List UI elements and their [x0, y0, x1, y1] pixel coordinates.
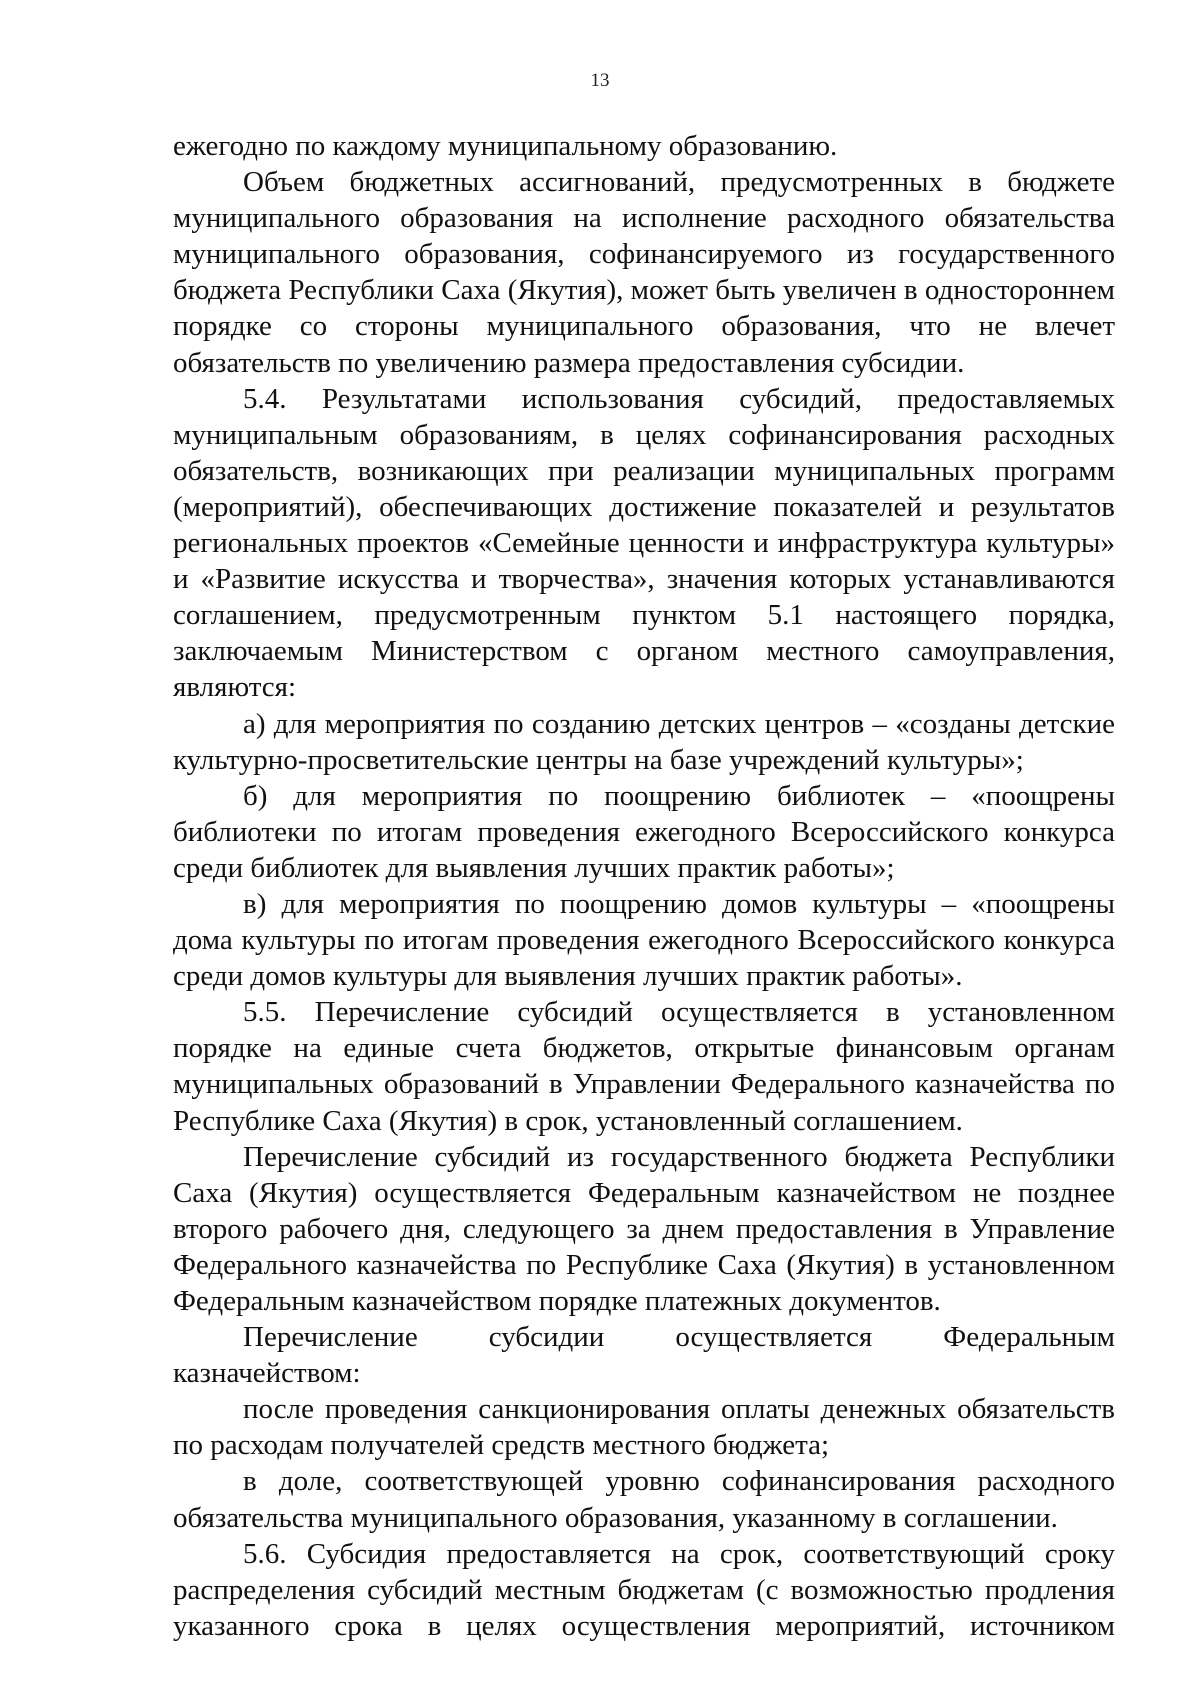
paragraph-5-6-term: 5.6. Субсидия предоставляется на срок, соответствующий сроку распределения субсидий местным бюджетам (с возможностью продления указанного срока в целях осуществления мероприятий, источником: [173, 1537, 1115, 1642]
paragraph-5-4-results: 5.4. Результатами использования субсидий, предоставляемых муниципальным образованиям, в целях софинансирования расходных обязательств, возникающих при реализации муниципальных программ (мероприятий), обеспечивающих достижение показателей и результатов региональных проектов «Семейные ценности и инфраструктура культуры» и «Развитие искусства и творчества», значения которых устанавливаются соглашением, предусмотренным пунктом 5.1 настоящего порядка, заключаемым Министерством с органом местного самоуправления, являются:: [173, 382, 1115, 704]
paragraph-item-v: в) для мероприятия по поощрению домов культуры – «поощрены дома культуры по итогам проведения ежегодного Всероссийского конкурса среди домов культуры для выявления лучших практик работы».: [173, 887, 1115, 993]
paragraph-continuation: ежегодно по каждому муниципальному образованию.: [173, 130, 838, 162]
document-body: [173, 128, 1115, 1644]
paragraph-cofinancing-share: в доле, соответствующей уровню софинансирования расходного обязательства муниципального образования, указанному в соглашении.: [173, 1465, 1115, 1534]
paragraph-sanctioning: после проведения санкционирования оплаты денежных обязательств по расходам получателей средств местного бюджета;: [173, 1393, 1115, 1462]
page-number: 13: [590, 70, 610, 91]
paragraph-item-a: а) для мероприятия по созданию детских центров – «созданы детские культурно-просветительские центры на базе учреждений культуры»;: [173, 707, 1115, 776]
paragraph-treasury-intro: Перечисление субсидии осуществляется Федеральным казначейством:: [173, 1321, 1115, 1390]
paragraph-budget-allocations: Объем бюджетных ассигнований, предусмотренных в бюджете муниципального образования на исполнение расходного обязательства муниципального образования, софинансируемого из государственного бюджета Республики Саха (Якутия), может быть увеличен в одностороннем порядке со стороны муниципального образования, что не влечет обязательств по увеличению размера предоставления субсидии.: [173, 166, 1115, 379]
paragraph-treasury-transfer: Перечисление субсидий из государственного бюджета Республики Саха (Якутия) осуществляется Федеральным казначейством не позднее второго рабочего дня, следующего за днем предоставления в Управление Федерального казначейства по Республике Саха (Якутия) в установленном Федеральным казначейством порядке платежных документов.: [173, 1140, 1115, 1317]
paragraph-5-5-transfer: 5.5. Перечисление субсидий осуществляется в установленном порядке на единые счета бюджетов, открытые финансовым органам муниципальных образований в Управлении Федерального казначейства по Республике Саха (Якутия) в срок, установленный соглашением.: [173, 996, 1115, 1137]
paragraph-item-b: б) для мероприятия по поощрению библиотек – «поощрены библиотеки по итогам проведения ежегодного Всероссийского конкурса среди библиотек для выявления лучших практик работы»;: [173, 779, 1115, 884]
